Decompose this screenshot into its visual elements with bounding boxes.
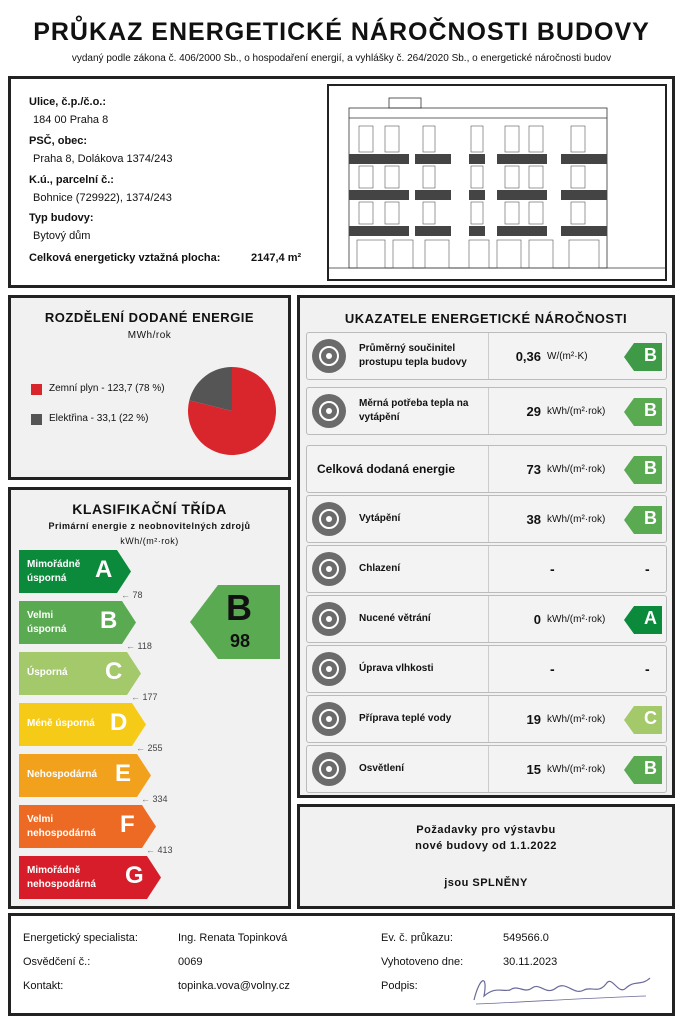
row-divider: [488, 696, 489, 742]
cooling-icon: [312, 552, 346, 586]
row-heating: [306, 495, 667, 543]
gas-legend-swatch: [31, 384, 42, 395]
row-heat-transfer: [306, 332, 667, 380]
water-tap-icon: [312, 702, 346, 736]
indicator-name: Osvětlení: [359, 763, 405, 774]
row-ventilation: [306, 595, 667, 643]
class-limit-value: 255: [147, 743, 163, 753]
indicator-class: -: [645, 661, 650, 677]
class-limit-e: ← 334: [141, 794, 168, 804]
classification-subtitle: Primární energie z neobnovitelných zdrojů: [48, 521, 251, 531]
psc-value: Praha 8, Dolákova 1374/243: [33, 153, 173, 165]
indicator-value: -: [550, 561, 555, 577]
lightbulb-icon: [312, 752, 346, 786]
signature: [466, 966, 656, 1010]
row-divider: [488, 596, 489, 642]
fan-icon: [312, 602, 346, 636]
class-name2-a: úsporná: [27, 573, 67, 584]
class-arrow-e: [19, 754, 151, 797]
indicator-unit: kWh/(m²·rok): [547, 405, 606, 417]
class-name-c: Úsporná: [27, 667, 68, 678]
class-badge-letter: B: [644, 508, 657, 528]
indicator-value: -: [550, 661, 555, 677]
row-divider: [488, 546, 489, 592]
class-arrow-b: [19, 601, 136, 644]
type-value: Bytový dům: [33, 230, 91, 242]
indicators-title: UKAZATELE ENERGETICKÉ NÁROČNOSTI: [344, 311, 628, 326]
class-arrow-g: [19, 856, 161, 899]
indicator-value: 19: [526, 711, 541, 727]
row-humidity: [306, 645, 667, 693]
street-label: Ulice, č.p./č.o.:: [29, 96, 107, 108]
class-limit-f: ← 413: [146, 845, 173, 855]
class-limit-value: 177: [142, 692, 158, 702]
class-name-f: Velmi: [27, 814, 54, 825]
class-arrow-f: [19, 805, 156, 848]
row-total-energy: [306, 445, 667, 493]
indicator-name: Vytápění: [359, 513, 401, 524]
result-class-value: 98: [230, 631, 251, 651]
class-limit-a: ← 78: [121, 590, 143, 600]
ku-label: K.ú., parcelní č.:: [29, 174, 114, 186]
class-name-g: Mimořádně: [27, 865, 81, 876]
class-letter-c: C: [105, 658, 123, 685]
classification-unit: kWh/(m²·rok): [120, 536, 179, 546]
indicator-value: 0,36: [515, 348, 541, 364]
indicator-value: 73: [526, 461, 541, 477]
row-heating-need: [306, 387, 667, 435]
class-limit-value: 78: [132, 590, 143, 600]
specialist-value: Ing. Renata Topinková: [178, 932, 288, 944]
row-divider: [488, 388, 489, 434]
psc-label: PSČ, obec:: [29, 135, 88, 147]
thermometer-icon: [312, 502, 346, 536]
indicator-value: 29: [526, 403, 541, 419]
class-name2-g: nehospodárná: [27, 879, 96, 890]
indicator-unit: W/(m²·K): [547, 350, 588, 362]
class-badge-letter: B: [644, 758, 657, 778]
class-arrow-c: [19, 652, 141, 695]
class-badge-letter: B: [644, 345, 657, 365]
class-limit-d: ← 255: [136, 743, 163, 753]
indicator-unit: kWh/(m²·rok): [547, 613, 606, 625]
class-arrow-a: [19, 550, 131, 593]
class-badge-letter: B: [644, 458, 657, 478]
building-image: [327, 84, 667, 281]
row-cooling: [306, 545, 667, 593]
humidity-icon: [312, 652, 346, 686]
class-name-b: Velmi: [27, 610, 54, 621]
distribution-title: ROZDĚLENÍ DODANÉ ENERGIE: [44, 310, 255, 325]
indicators-box: [297, 295, 675, 798]
document-subtitle: vydaný podle zákona č. 406/2000 Sb., o hospodaření energií, a vyhlášky č. 264/2020 Sb., o energetické náročnosti budov: [71, 53, 612, 64]
row-divider: [488, 446, 489, 492]
gas-legend-label: Zemní plyn - 123,7 (78 %): [49, 383, 165, 394]
indicator-name: Úprava vlhkosti: [359, 663, 434, 674]
indicator-name: Celková dodaná energie: [317, 462, 456, 476]
class-letter-g: G: [125, 862, 144, 889]
class-name2-f: nehospodárná: [27, 828, 96, 839]
ev-label: Ev. č. průkazu:: [381, 932, 453, 944]
indicator-value: 0: [533, 611, 541, 627]
requirements-line2: nové budovy od 1.1.2022: [415, 840, 557, 852]
indicator-unit: kWh/(m²·rok): [547, 463, 606, 475]
class-limit-c: ← 177: [131, 692, 158, 702]
indicator-unit: kWh/(m²·rok): [547, 713, 606, 725]
indicator-name: Chlazení: [359, 563, 401, 574]
ku-value: Bohnice (729922), 1374/243: [33, 192, 172, 204]
street-value: 184 00 Praha 8: [33, 114, 109, 126]
type-label: Typ budovy:: [29, 212, 94, 224]
row-divider: [488, 496, 489, 542]
electricity-legend-swatch: [31, 414, 42, 425]
class-name2-b: úsporná: [27, 624, 67, 635]
indicator-unit: kWh/(m²·rok): [547, 513, 606, 525]
cert-label: Osvědčení č.:: [23, 956, 91, 968]
document-title: PRŮKAZ ENERGETICKÉ NÁROČNOSTI BUDOVY: [33, 18, 650, 46]
indicator-value: 15: [526, 761, 541, 777]
row-divider: [488, 746, 489, 792]
area-label: Celková energeticky vztažná plocha:: [29, 252, 221, 264]
row-hot-water: [306, 695, 667, 743]
class-badge-letter: C: [644, 708, 657, 728]
requirements-box: [297, 804, 675, 909]
energy-distribution-box: [8, 295, 291, 480]
class-limit-value: 334: [152, 794, 168, 804]
class-badge-letter: B: [644, 400, 657, 420]
indicator-class: -: [645, 561, 650, 577]
result-class-letter: B: [226, 587, 252, 628]
class-limit-value: 413: [157, 845, 173, 855]
distribution-pie-chart: [187, 366, 277, 456]
class-limit-value: 118: [137, 641, 152, 651]
heat-need-icon: [312, 394, 346, 428]
class-name-d: Méně úsporná: [27, 718, 95, 729]
row-divider: [488, 333, 489, 379]
class-letter-f: F: [120, 811, 135, 838]
class-letter-e: E: [115, 760, 132, 787]
house-icon: [312, 339, 346, 373]
class-name-e: Nehospodárná: [27, 769, 98, 780]
distribution-unit: MWh/rok: [127, 330, 172, 341]
class-limit-b: ← 118: [126, 641, 152, 651]
class-letter-d: D: [110, 709, 128, 736]
indicator-name: Nucené větrání: [359, 613, 431, 624]
indicator-name: Příprava teplé vody: [359, 713, 452, 724]
indicator-value: 38: [526, 511, 541, 527]
building-info-box: [8, 76, 675, 288]
row-divider: [488, 646, 489, 692]
indicator-name: Měrná potřeba tepla na vytápění: [359, 398, 469, 423]
electricity-legend-label: Elektřina - 33,1 (22 %): [49, 413, 149, 424]
row-lighting: [306, 745, 667, 793]
class-arrow-d: [19, 703, 146, 746]
indicator-unit: kWh/(m²·rok): [547, 763, 606, 775]
requirements-result: jsou SPLNĚNY: [444, 877, 528, 889]
class-letter-b: B: [100, 607, 118, 634]
area-value: 2147,4 m²: [251, 252, 302, 264]
class-name-a: Mimořádně: [27, 559, 81, 570]
class-letter-a: A: [95, 556, 113, 583]
date-value: 30.11.2023: [503, 956, 558, 968]
contact-label: Kontakt:: [23, 980, 64, 992]
date-label: Vyhotoveno dne:: [381, 956, 464, 968]
requirements-line1: Požadavky pro výstavbu: [416, 824, 556, 836]
ev-value: 549566.0: [503, 932, 549, 944]
sign-label: Podpis:: [381, 980, 418, 992]
contact-value: topinka.vova@volny.cz: [178, 980, 290, 992]
result-class-arrow: [190, 585, 280, 659]
class-badge-letter: A: [644, 608, 657, 628]
cert-value: 0069: [178, 956, 203, 968]
specialist-label: Energetický specialista:: [23, 932, 138, 944]
indicator-name: Průměrný součinitel prostupu tepla budovy: [359, 343, 467, 368]
classification-title: KLASIFIKAČNÍ TŘÍDA: [72, 501, 227, 517]
footer-box: [8, 913, 675, 1016]
